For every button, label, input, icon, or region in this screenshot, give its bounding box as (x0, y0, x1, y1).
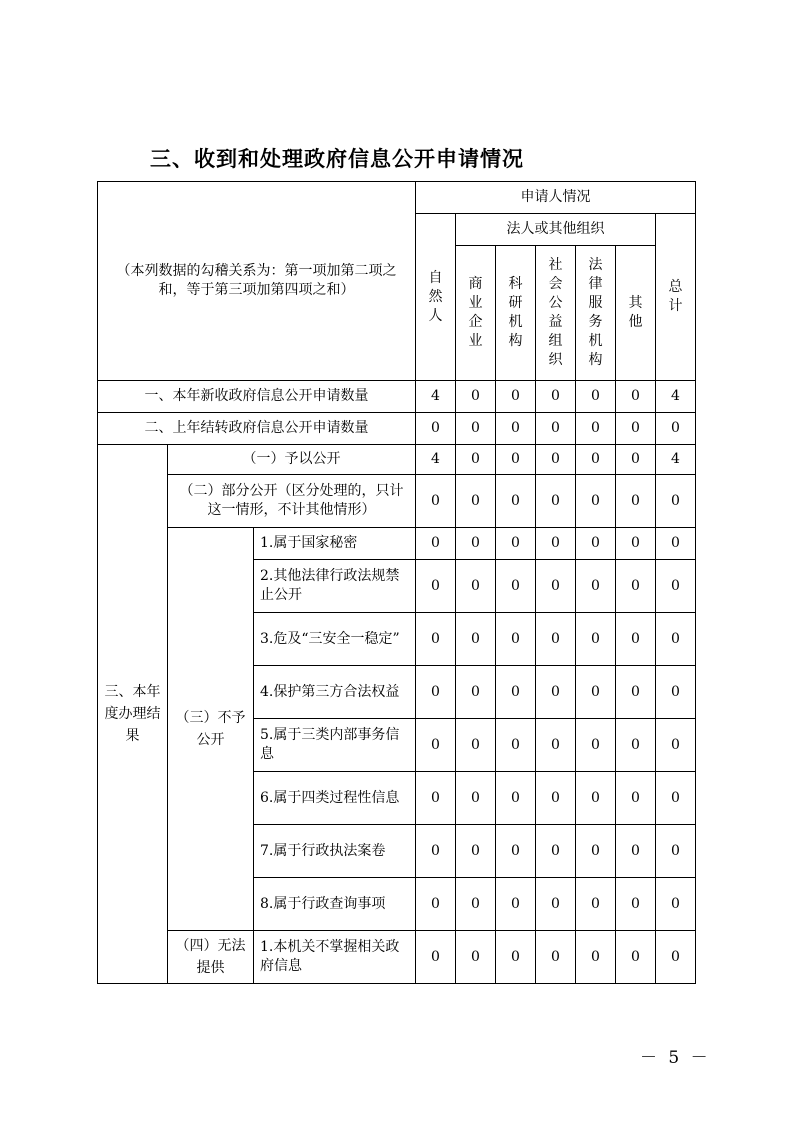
cell-value: 0 (536, 475, 576, 528)
cell-value: 0 (416, 719, 456, 772)
cell-value: 0 (536, 560, 576, 613)
cell-value: 0 (496, 445, 536, 475)
cell-value: 4 (656, 445, 696, 475)
result-group-label (98, 445, 168, 984)
cell-value: 0 (576, 413, 616, 445)
cell-value: 0 (576, 381, 616, 413)
cell-value: 0 (416, 931, 456, 984)
cell-value: 4 (656, 381, 696, 413)
application-stats-table (97, 181, 696, 984)
commercial-label: 商 业 企 业 (468, 276, 483, 349)
cell-value: 0 (536, 413, 576, 445)
cell-value: 0 (616, 445, 656, 475)
cell-value: 0 (616, 772, 656, 825)
cell-value: 4 (416, 381, 456, 413)
commercial-header (456, 246, 496, 381)
cell-value: 0 (456, 381, 496, 413)
cell-value: 0 (576, 560, 616, 613)
row-label: 7.属于行政执法案卷 (254, 825, 416, 878)
row-label: 1.本机关不掌握相关政府信息 (254, 931, 416, 984)
table-row (98, 445, 696, 475)
page-number: － 5 － (640, 1048, 711, 1068)
cell-value: 0 (496, 528, 536, 560)
cell-value: 0 (616, 666, 656, 719)
cell-value: 0 (416, 475, 456, 528)
cell-value: 0 (616, 825, 656, 878)
cell-value: 0 (656, 825, 696, 878)
cell-value: 0 (536, 528, 576, 560)
cell-value: 0 (456, 445, 496, 475)
cell-value: 0 (536, 613, 576, 666)
row-label: （二）部分公开（区分处理的，只计这一情形，不计其他情形） (168, 475, 416, 528)
cell-value: 0 (456, 613, 496, 666)
cell-value: 0 (536, 878, 576, 931)
cell-value: 0 (616, 528, 656, 560)
cell-value: 0 (496, 825, 536, 878)
cell-value: 0 (456, 878, 496, 931)
row-label: 一、本年新收政府信息公开申请数量 (98, 381, 416, 413)
cell-value: 0 (496, 413, 536, 445)
cell-value: 0 (496, 666, 536, 719)
cell-value: 0 (456, 528, 496, 560)
cell-value: 0 (416, 560, 456, 613)
total-header (656, 214, 696, 381)
research-header (496, 246, 536, 381)
cell-value: 0 (616, 475, 656, 528)
cell-value: 0 (656, 613, 696, 666)
cell-value: 0 (616, 719, 656, 772)
unavailable-label-text: （四）无法提供 (175, 938, 246, 976)
withheld-label-text: （三）不予公开 (175, 710, 246, 748)
cell-value: 0 (616, 413, 656, 445)
legal-service-label: 法 律 服 务 机 构 (588, 257, 603, 368)
cell-value: 0 (656, 878, 696, 931)
cell-value: 0 (576, 528, 616, 560)
row-label: 5.属于三类内部事务信息 (254, 719, 416, 772)
row-label: 1.属于国家秘密 (254, 528, 416, 560)
cell-value: 0 (576, 719, 616, 772)
cell-value: 0 (496, 931, 536, 984)
cell-value: 0 (496, 878, 536, 931)
cell-value: 0 (416, 666, 456, 719)
cell-value: 0 (536, 445, 576, 475)
cell-value: 0 (456, 666, 496, 719)
cell-value: 0 (496, 475, 536, 528)
cell-value: 0 (656, 475, 696, 528)
section-title: 三、收到和处理政府信息公开申请情况 (150, 147, 524, 171)
cell-value: 0 (616, 560, 656, 613)
row-label: 6.属于四类过程性信息 (254, 772, 416, 825)
cell-value: 0 (496, 772, 536, 825)
cell-value: 0 (576, 931, 616, 984)
cell-value: 0 (656, 931, 696, 984)
cell-value: 0 (656, 666, 696, 719)
cell-value: 0 (496, 613, 536, 666)
cell-value: 0 (576, 878, 616, 931)
row-label: 2.其他法律行政法规禁止公开 (254, 560, 416, 613)
row-label: 3.危及“三安全一稳定” (254, 613, 416, 666)
cell-value: 0 (456, 772, 496, 825)
table-row (98, 528, 696, 560)
table-row (98, 475, 696, 528)
cell-value: 0 (536, 666, 576, 719)
cell-value: 0 (496, 560, 536, 613)
cell-value: 0 (536, 381, 576, 413)
cell-value: 0 (456, 475, 496, 528)
cell-value: 0 (416, 413, 456, 445)
cell-value: 0 (616, 613, 656, 666)
cell-value: 0 (536, 772, 576, 825)
table-row (98, 931, 696, 984)
legal-service-header (576, 246, 616, 381)
cell-value: 0 (576, 613, 616, 666)
result-label-text: 三、本年度办理结果 (104, 684, 161, 744)
unavailable-group-label (168, 931, 254, 984)
legal-group-header: 法人或其他组织 (456, 214, 656, 246)
other-label: 其 他 (628, 295, 643, 330)
cell-value: 0 (416, 878, 456, 931)
cell-value: 0 (616, 878, 656, 931)
cell-value: 0 (456, 413, 496, 445)
applicant-header: 申请人情况 (416, 182, 696, 214)
cell-value: 0 (416, 825, 456, 878)
cell-value: 0 (616, 931, 656, 984)
table-row (98, 381, 696, 413)
cell-value: 0 (576, 666, 616, 719)
cell-value: 0 (656, 413, 696, 445)
natural-person-label: 自 然 人 (428, 269, 443, 324)
cell-value: 0 (496, 719, 536, 772)
cell-value: 0 (416, 613, 456, 666)
row-label: 4.保护第三方合法权益 (254, 666, 416, 719)
relationship-note: （本列数据的勾稽关系为：第一项加第二项之和，等于第三项加第四项之和） (98, 182, 416, 381)
cell-value: 4 (416, 445, 456, 475)
research-label: 科 研 机 构 (508, 276, 523, 349)
cell-value: 0 (456, 719, 496, 772)
row-label: 二、上年结转政府信息公开申请数量 (98, 413, 416, 445)
cell-value: 0 (576, 475, 616, 528)
natural-person-header (416, 214, 456, 381)
cell-value: 0 (496, 381, 536, 413)
cell-value: 0 (536, 825, 576, 878)
cell-value: 0 (416, 772, 456, 825)
cell-value: 0 (656, 772, 696, 825)
cell-value: 0 (656, 719, 696, 772)
cell-value: 0 (656, 528, 696, 560)
table-row (98, 413, 696, 445)
row-label: 8.属于行政查询事项 (254, 878, 416, 931)
social-label: 社 会 公 益 组 织 (548, 257, 563, 368)
total-label: 总 计 (668, 279, 683, 314)
cell-value: 0 (616, 381, 656, 413)
cell-value: 0 (456, 931, 496, 984)
cell-value: 0 (536, 931, 576, 984)
cell-value: 0 (576, 445, 616, 475)
cell-value: 0 (576, 825, 616, 878)
cell-value: 0 (656, 560, 696, 613)
cell-value: 0 (416, 528, 456, 560)
row-label: （一）予以公开 (168, 445, 416, 475)
cell-value: 0 (456, 560, 496, 613)
cell-value: 0 (536, 719, 576, 772)
cell-value: 0 (576, 772, 616, 825)
cell-value: 0 (456, 825, 496, 878)
other-header (616, 246, 656, 381)
social-header (536, 246, 576, 381)
withheld-group-label (168, 528, 254, 931)
